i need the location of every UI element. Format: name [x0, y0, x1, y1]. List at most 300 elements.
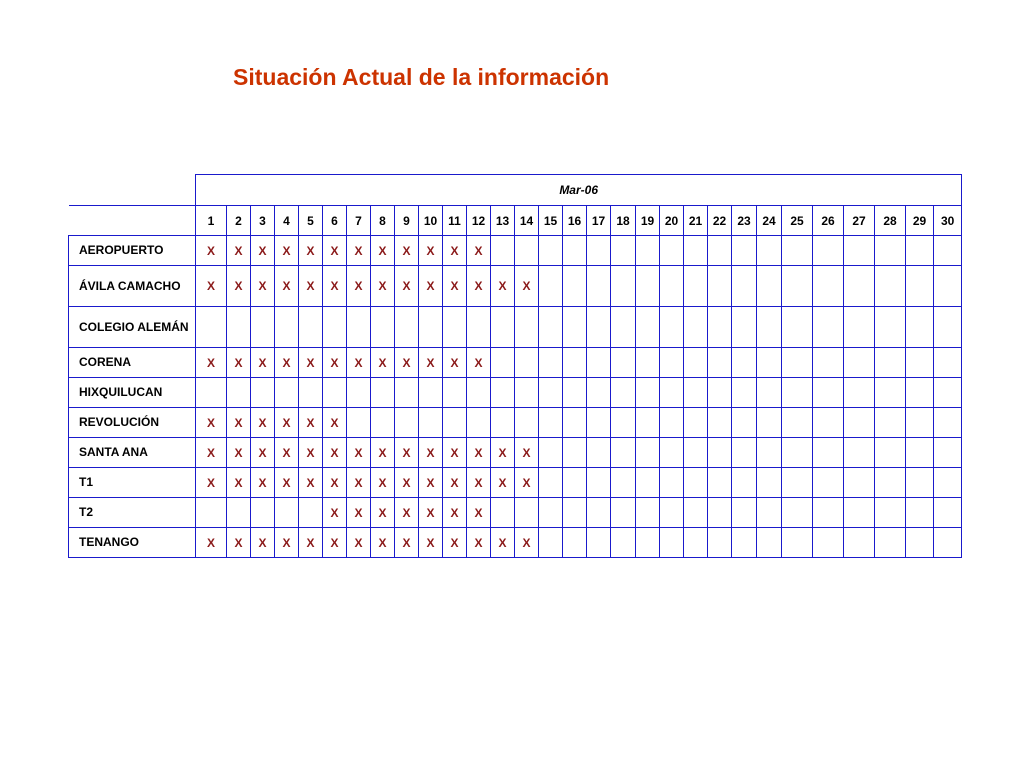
status-cell: X — [371, 498, 395, 528]
status-cell — [906, 438, 934, 468]
row-label: SANTA ANA — [69, 438, 196, 468]
status-cell: X — [443, 236, 467, 266]
status-cell: X — [395, 498, 419, 528]
status-cell: X — [251, 408, 275, 438]
status-cell — [757, 307, 782, 348]
status-cell — [660, 348, 684, 378]
status-cell: X — [323, 468, 347, 498]
status-cell — [196, 498, 227, 528]
status-cell — [684, 378, 708, 408]
status-cell: X — [347, 468, 371, 498]
status-cell — [875, 408, 906, 438]
status-cell — [347, 307, 371, 348]
status-cell — [587, 348, 611, 378]
status-cell: X — [515, 266, 539, 307]
status-cell — [844, 408, 875, 438]
status-cell: X — [227, 408, 251, 438]
status-cell — [757, 438, 782, 468]
status-cell: X — [275, 528, 299, 558]
row-label: ÁVILA CAMACHO — [69, 266, 196, 307]
status-cell: X — [196, 528, 227, 558]
status-cell — [395, 408, 419, 438]
status-cell: X — [196, 348, 227, 378]
status-cell: X — [371, 528, 395, 558]
status-cell: X — [227, 236, 251, 266]
status-cell: X — [196, 408, 227, 438]
status-cell — [443, 307, 467, 348]
day-header: 22 — [708, 206, 732, 236]
status-cell — [813, 498, 844, 528]
status-cell — [539, 468, 563, 498]
status-cell: X — [323, 408, 347, 438]
status-cell — [906, 468, 934, 498]
status-cell: X — [515, 468, 539, 498]
row-label: AEROPUERTO — [69, 236, 196, 266]
status-cell — [844, 307, 875, 348]
status-cell: X — [371, 266, 395, 307]
status-cell: X — [395, 348, 419, 378]
status-cell: X — [196, 266, 227, 307]
day-header: 19 — [636, 206, 660, 236]
status-cell: X — [323, 266, 347, 307]
status-cell — [684, 468, 708, 498]
status-cell: X — [491, 438, 515, 468]
status-cell — [875, 528, 906, 558]
status-cell — [539, 236, 563, 266]
status-cell — [660, 378, 684, 408]
status-cell — [371, 307, 395, 348]
status-cell — [732, 307, 757, 348]
status-cell: X — [371, 438, 395, 468]
status-cell — [708, 528, 732, 558]
status-cell — [251, 307, 275, 348]
status-cell — [636, 266, 660, 307]
status-cell — [636, 378, 660, 408]
status-cell — [275, 378, 299, 408]
status-cell — [636, 408, 660, 438]
status-cell — [813, 378, 844, 408]
status-cell — [732, 348, 757, 378]
status-cell — [708, 468, 732, 498]
day-header: 29 — [906, 206, 934, 236]
status-cell — [906, 348, 934, 378]
status-cell — [813, 438, 844, 468]
status-cell — [491, 378, 515, 408]
status-cell — [934, 307, 962, 348]
day-header: 6 — [323, 206, 347, 236]
status-cell — [684, 408, 708, 438]
status-cell: X — [443, 348, 467, 378]
status-cell — [443, 378, 467, 408]
status-cell — [813, 236, 844, 266]
status-cell: X — [275, 468, 299, 498]
status-cell — [491, 348, 515, 378]
day-header-row — [69, 206, 962, 236]
day-header: 17 — [587, 206, 611, 236]
status-cell — [299, 378, 323, 408]
status-cell: X — [491, 468, 515, 498]
status-cell — [875, 498, 906, 528]
status-cell: X — [467, 348, 491, 378]
status-cell — [660, 236, 684, 266]
status-cell: X — [275, 348, 299, 378]
status-cell — [844, 528, 875, 558]
status-cell — [299, 498, 323, 528]
status-cell — [563, 528, 587, 558]
status-cell — [844, 468, 875, 498]
status-cell: X — [275, 236, 299, 266]
day-header: 20 — [660, 206, 684, 236]
corner-cell — [69, 175, 196, 206]
status-cell — [684, 438, 708, 468]
status-cell — [636, 438, 660, 468]
status-cell — [906, 378, 934, 408]
status-cell — [813, 266, 844, 307]
status-cell — [587, 528, 611, 558]
status-cell — [732, 438, 757, 468]
status-cell — [587, 408, 611, 438]
day-header: 16 — [563, 206, 587, 236]
status-cell: X — [395, 266, 419, 307]
status-cell — [299, 307, 323, 348]
status-cell — [563, 266, 587, 307]
status-cell — [563, 468, 587, 498]
status-cell — [611, 307, 636, 348]
day-header: 2 — [227, 206, 251, 236]
status-cell — [813, 468, 844, 498]
status-cell — [934, 378, 962, 408]
status-cell — [611, 498, 636, 528]
status-cell — [539, 378, 563, 408]
status-cell: X — [251, 438, 275, 468]
status-cell: X — [227, 468, 251, 498]
row-label: T2 — [69, 498, 196, 528]
status-cell — [611, 236, 636, 266]
day-header: 30 — [934, 206, 962, 236]
status-cell — [660, 438, 684, 468]
status-cell — [708, 498, 732, 528]
status-cell — [611, 408, 636, 438]
status-cell: X — [515, 528, 539, 558]
status-cell — [732, 408, 757, 438]
status-cell — [275, 307, 299, 348]
status-cell — [782, 528, 813, 558]
day-header: 3 — [251, 206, 275, 236]
status-cell: X — [251, 528, 275, 558]
status-cell — [611, 266, 636, 307]
status-cell: X — [419, 528, 443, 558]
table-row — [69, 307, 962, 348]
status-cell: X — [227, 438, 251, 468]
status-cell — [491, 307, 515, 348]
status-cell — [491, 408, 515, 438]
status-cell: X — [419, 468, 443, 498]
day-header: 21 — [684, 206, 708, 236]
status-cell — [906, 498, 934, 528]
table-row — [69, 528, 962, 558]
status-cell — [813, 307, 844, 348]
status-cell: X — [443, 438, 467, 468]
table-row — [69, 468, 962, 498]
status-cell — [708, 266, 732, 307]
status-cell — [684, 307, 708, 348]
status-cell — [934, 236, 962, 266]
status-cell: X — [323, 348, 347, 378]
status-cell — [636, 307, 660, 348]
status-cell — [251, 498, 275, 528]
day-header: 27 — [844, 206, 875, 236]
status-cell: X — [443, 528, 467, 558]
status-cell — [563, 307, 587, 348]
table-row — [69, 266, 962, 307]
status-cell — [875, 266, 906, 307]
status-cell — [844, 236, 875, 266]
status-cell — [934, 348, 962, 378]
table-row — [69, 498, 962, 528]
status-cell — [395, 378, 419, 408]
status-cell: X — [419, 236, 443, 266]
status-cell: X — [196, 438, 227, 468]
status-cell: X — [251, 266, 275, 307]
status-cell — [844, 378, 875, 408]
status-cell — [587, 498, 611, 528]
status-cell — [419, 408, 443, 438]
status-cell — [732, 266, 757, 307]
status-cell — [515, 378, 539, 408]
day-header: 14 — [515, 206, 539, 236]
day-header: 15 — [539, 206, 563, 236]
status-cell: X — [196, 468, 227, 498]
status-cell — [684, 348, 708, 378]
status-cell — [813, 528, 844, 558]
status-cell — [660, 266, 684, 307]
status-cell: X — [299, 468, 323, 498]
status-cell — [844, 438, 875, 468]
row-label: CORENA — [69, 348, 196, 378]
status-cell: X — [419, 266, 443, 307]
status-cell: X — [347, 498, 371, 528]
day-header: 28 — [875, 206, 906, 236]
day-header: 13 — [491, 206, 515, 236]
status-cell — [813, 408, 844, 438]
status-cell: X — [227, 266, 251, 307]
status-cell — [587, 307, 611, 348]
status-cell — [708, 348, 732, 378]
status-cell: X — [227, 528, 251, 558]
status-cell — [684, 266, 708, 307]
status-cell: X — [467, 498, 491, 528]
status-cell — [708, 378, 732, 408]
status-cell — [196, 378, 227, 408]
row-label: REVOLUCIÓN — [69, 408, 196, 438]
status-cell: X — [347, 266, 371, 307]
status-cell — [636, 468, 660, 498]
status-cell: X — [299, 408, 323, 438]
status-cell — [563, 378, 587, 408]
status-cell — [934, 438, 962, 468]
status-cell — [708, 236, 732, 266]
status-cell — [844, 348, 875, 378]
status-cell — [906, 528, 934, 558]
status-cell — [875, 307, 906, 348]
day-header: 4 — [275, 206, 299, 236]
status-cell — [563, 408, 587, 438]
status-cell: X — [251, 236, 275, 266]
table-row — [69, 438, 962, 468]
status-cell: X — [347, 236, 371, 266]
status-cell — [906, 236, 934, 266]
day-header: 25 — [782, 206, 813, 236]
status-cell: X — [347, 438, 371, 468]
status-cell — [515, 498, 539, 528]
status-cell: X — [491, 528, 515, 558]
day-header: 5 — [299, 206, 323, 236]
status-cell — [563, 498, 587, 528]
status-cell — [757, 378, 782, 408]
status-cell — [227, 307, 251, 348]
status-cell: X — [299, 266, 323, 307]
status-cell — [227, 498, 251, 528]
status-cell — [371, 408, 395, 438]
status-cell — [708, 307, 732, 348]
status-cell — [782, 378, 813, 408]
day-header: 23 — [732, 206, 757, 236]
status-cell — [782, 236, 813, 266]
status-cell — [515, 236, 539, 266]
month-header: Mar-06 — [196, 175, 962, 206]
status-cell — [539, 307, 563, 348]
status-cell: X — [299, 348, 323, 378]
status-cell: X — [395, 438, 419, 468]
status-cell — [515, 307, 539, 348]
status-cell — [539, 408, 563, 438]
status-cell — [906, 307, 934, 348]
status-cell — [371, 378, 395, 408]
status-cell: X — [371, 348, 395, 378]
status-cell — [587, 468, 611, 498]
day-header: 11 — [443, 206, 467, 236]
status-cell: X — [347, 528, 371, 558]
day-header: 8 — [371, 206, 395, 236]
status-cell: X — [275, 408, 299, 438]
status-cell: X — [443, 498, 467, 528]
status-cell — [539, 498, 563, 528]
status-cell: X — [227, 348, 251, 378]
status-cell — [636, 528, 660, 558]
status-cell — [934, 498, 962, 528]
day-header: 24 — [757, 206, 782, 236]
status-cell — [491, 498, 515, 528]
status-cell — [611, 468, 636, 498]
row-label: T1 — [69, 468, 196, 498]
status-cell — [875, 348, 906, 378]
status-cell — [757, 528, 782, 558]
status-cell — [708, 408, 732, 438]
corner-cell — [69, 206, 196, 236]
status-cell — [782, 348, 813, 378]
table-row — [69, 408, 962, 438]
status-cell: X — [467, 528, 491, 558]
status-cell — [934, 468, 962, 498]
status-cell — [539, 348, 563, 378]
status-cell — [660, 468, 684, 498]
status-cell — [732, 378, 757, 408]
status-cell — [782, 498, 813, 528]
status-cell — [563, 236, 587, 266]
status-cell — [757, 468, 782, 498]
status-cell — [813, 348, 844, 378]
status-cell — [611, 378, 636, 408]
status-cell — [323, 378, 347, 408]
status-cell: X — [491, 266, 515, 307]
status-cell — [684, 236, 708, 266]
status-table — [68, 174, 962, 558]
status-cell — [875, 438, 906, 468]
status-cell — [323, 307, 347, 348]
status-cell — [732, 498, 757, 528]
table-row — [69, 348, 962, 378]
status-cell: X — [275, 438, 299, 468]
status-cell — [875, 236, 906, 266]
status-cell: X — [419, 348, 443, 378]
status-cell — [636, 236, 660, 266]
status-cell — [443, 408, 467, 438]
status-cell — [660, 498, 684, 528]
status-cell — [515, 408, 539, 438]
status-cell — [708, 438, 732, 468]
status-cell — [467, 408, 491, 438]
status-cell: X — [395, 468, 419, 498]
status-cell — [587, 236, 611, 266]
status-cell: X — [299, 236, 323, 266]
status-cell — [419, 378, 443, 408]
status-cell: X — [467, 266, 491, 307]
status-cell — [757, 408, 782, 438]
status-cell — [611, 528, 636, 558]
status-cell — [275, 498, 299, 528]
status-cell: X — [323, 236, 347, 266]
status-cell: X — [323, 528, 347, 558]
status-cell: X — [323, 498, 347, 528]
status-cell — [467, 307, 491, 348]
status-cell — [539, 528, 563, 558]
status-cell — [196, 307, 227, 348]
status-cell — [587, 266, 611, 307]
status-cell: X — [395, 528, 419, 558]
status-cell — [515, 348, 539, 378]
status-cell: X — [419, 438, 443, 468]
status-cell: X — [371, 468, 395, 498]
status-cell: X — [467, 468, 491, 498]
status-cell: X — [515, 438, 539, 468]
row-label: COLEGIO ALEMÁN — [69, 307, 196, 348]
status-cell: X — [467, 438, 491, 468]
status-cell: X — [196, 236, 227, 266]
table-row — [69, 236, 962, 266]
day-header: 10 — [419, 206, 443, 236]
status-cell — [539, 438, 563, 468]
status-cell — [660, 307, 684, 348]
status-cell: X — [395, 236, 419, 266]
status-cell — [563, 348, 587, 378]
status-cell — [732, 236, 757, 266]
status-cell — [875, 378, 906, 408]
day-header: 26 — [813, 206, 844, 236]
status-cell — [395, 307, 419, 348]
status-cell — [467, 378, 491, 408]
status-cell — [934, 266, 962, 307]
status-cell — [419, 307, 443, 348]
